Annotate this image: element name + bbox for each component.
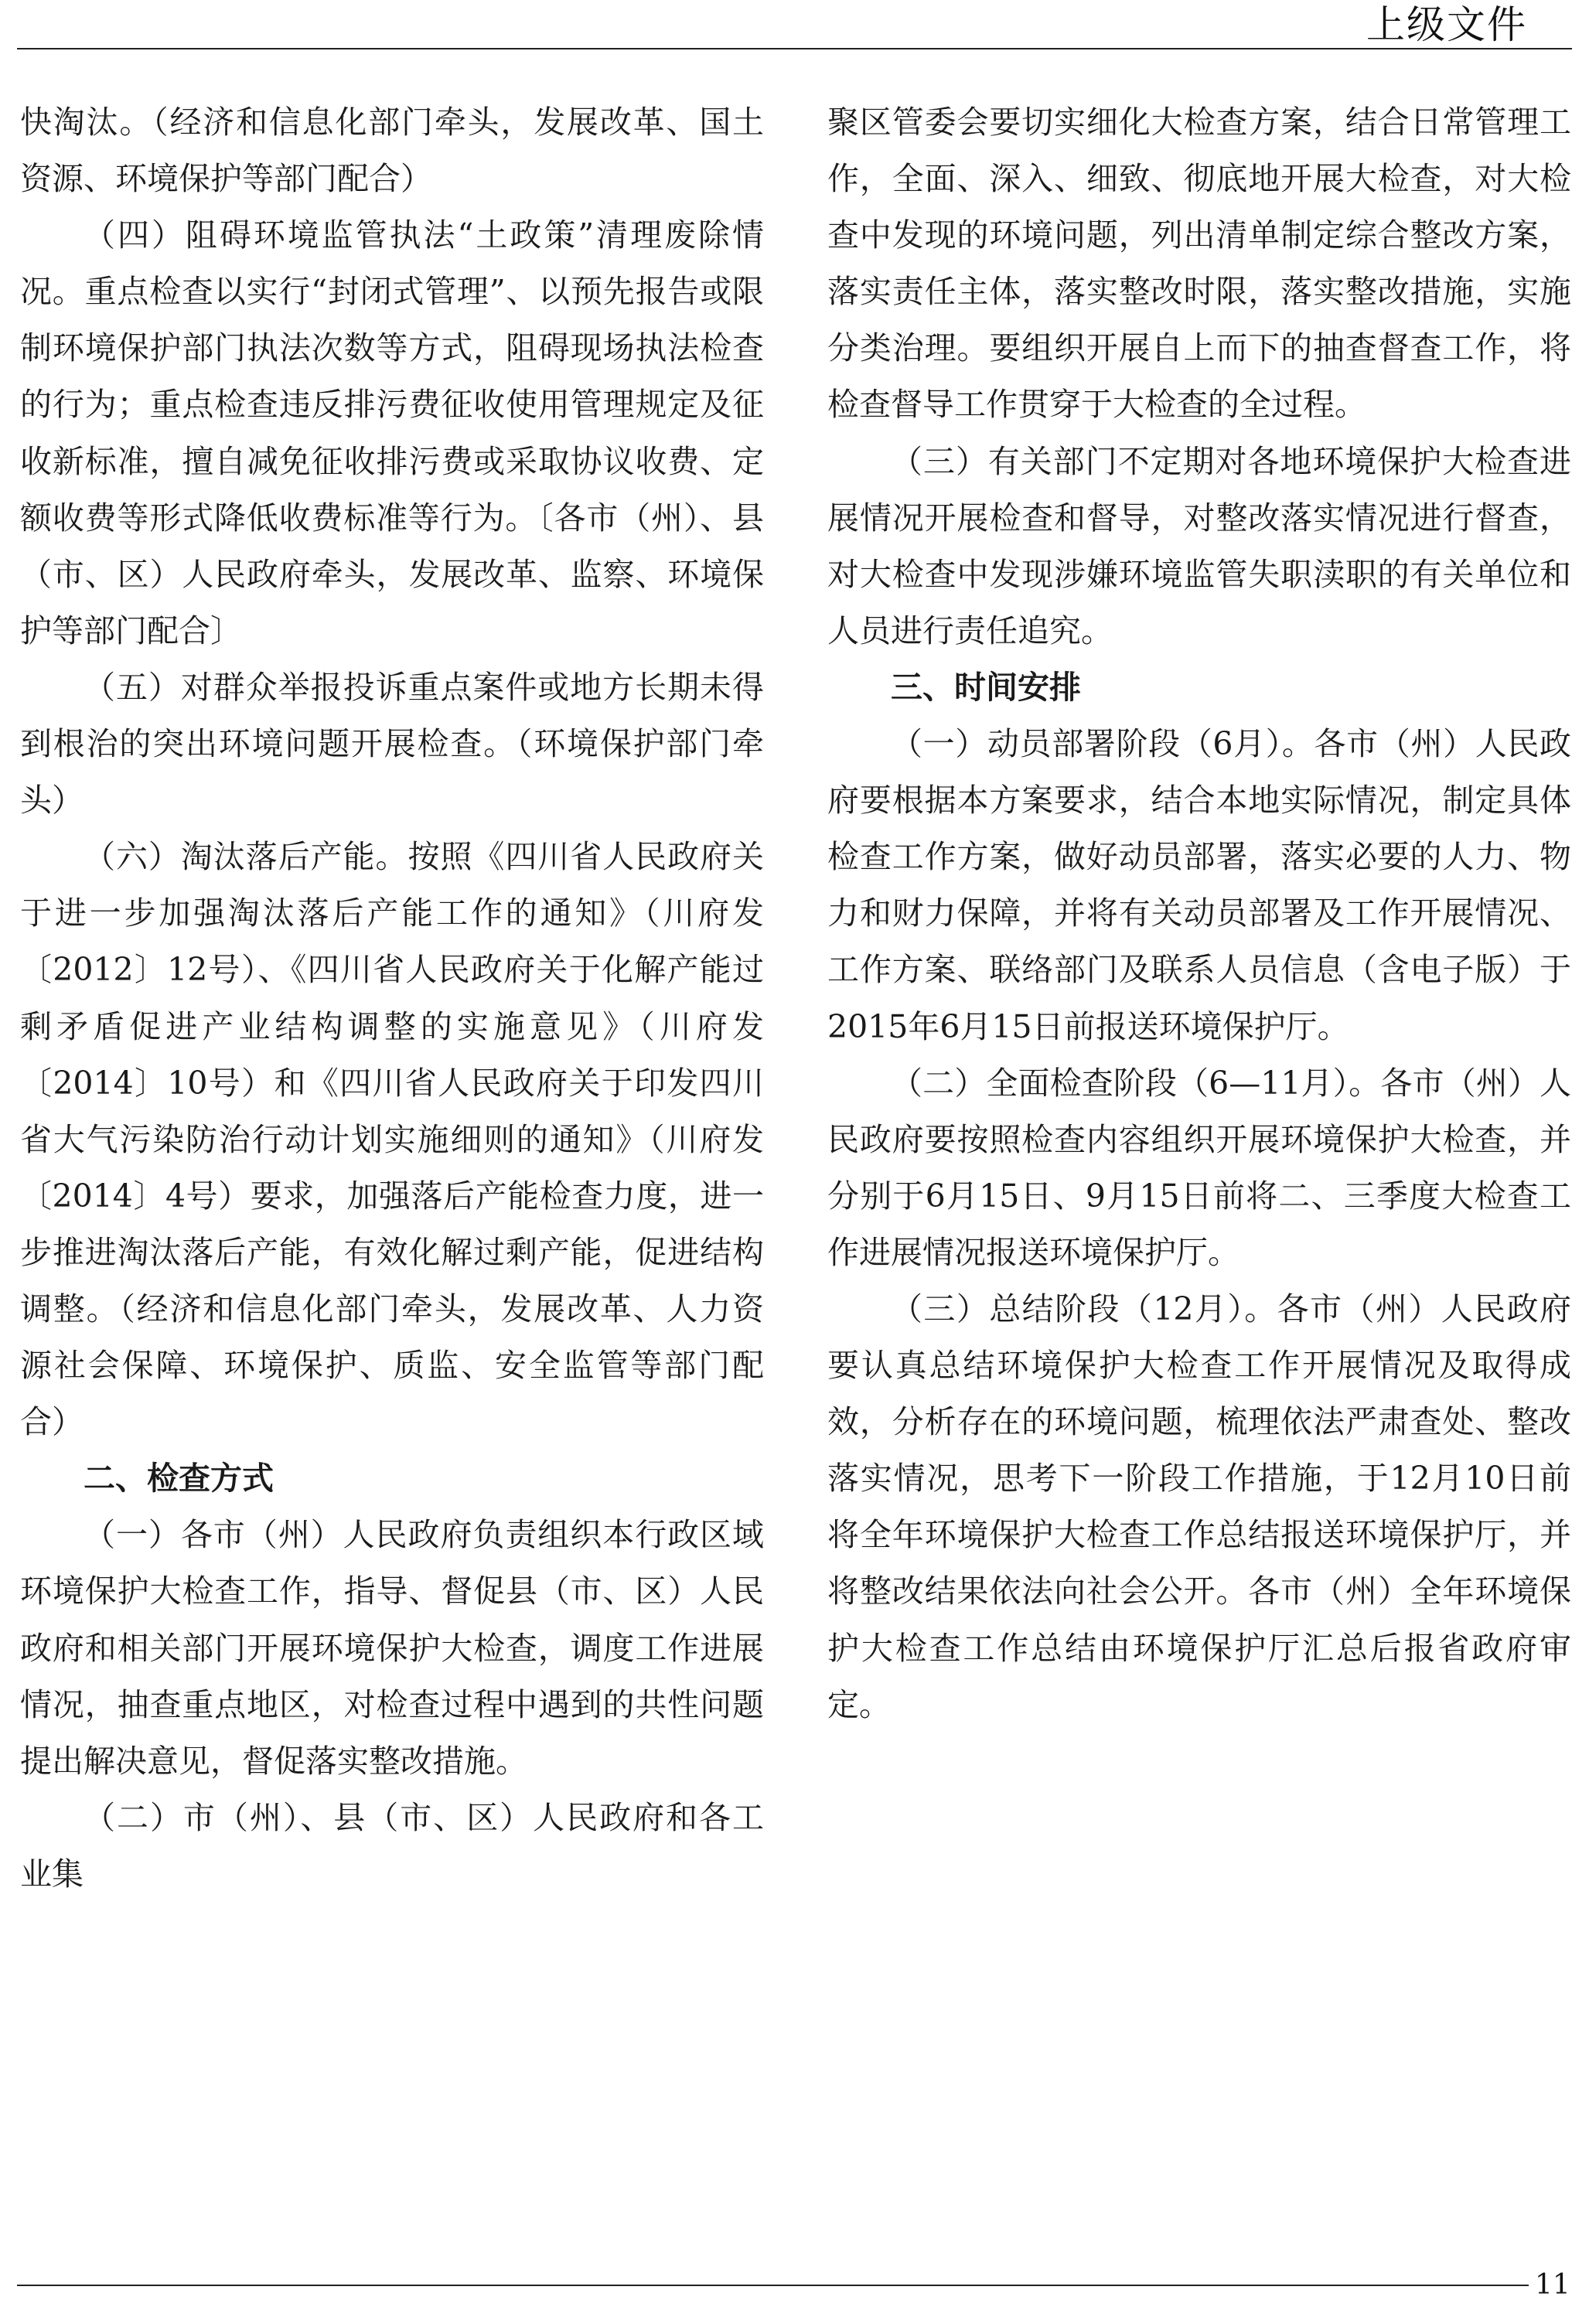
header-divider bbox=[17, 48, 1572, 49]
footer-divider bbox=[17, 2285, 1529, 2286]
paragraph: （二）市（州）、县（市、区）人民政府和各工业集 bbox=[20, 1798, 764, 1893]
paragraph: 快淘汰。（经济和信息化部门牵头，发展改革、国土资源、环境保护等部门配合） bbox=[20, 104, 764, 198]
paragraph: （五）对群众举报投诉重点案件或地方长期未得到根治的突出环境问题开展检查。（环境保护部门牵头） bbox=[20, 668, 764, 820]
paragraph: （四）阻碍环境监管执法“土政策”清理废除情况。重点检查以实行“封闭式管理”、以预先报告或限制环境保护部门执法次数等方式，阻碍现场执法检查的行为；重点检查违反排污费征收使用管理规定及征收新标准，擅自减免征收排污费或采取协议收费、定额收费等形式降低收费标准等行为。〔各市（州）、县（市、区）人民政府牵头，发展改革、监察、环境保护等部门配合〕 bbox=[20, 216, 764, 649]
section-heading: 三、时间安排 bbox=[891, 668, 1081, 706]
paragraph: 聚区管委会要切实细化大检查方案，结合日常管理工作，全面、深入、细致、彻底地开展大检查，对大检查中发现的环境问题，列出清单制定综合整改方案，落实责任主体，落实整改时限，落实整改措施，实施分类治理。要组织开展自上而下的抽查督查工作，将检查督导工作贯穿于大检查的全过程。 bbox=[827, 104, 1571, 424]
right-column bbox=[827, 94, 1571, 1733]
section-heading: 二、检查方式 bbox=[84, 1460, 274, 1498]
paragraph: （三）总结阶段（12月）。各市（州）人民政府要认真总结环境保护大检查工作开展情况及取得成效，分析存在的环境问题，梳理依法严肃查处、整改落实情况，思考下一阶段工作措施，于12月10日前将全年环境保护大检查工作总结报送环境保护厅，并将整改结果依法向社会公开。各市（州）全年环境保护大检查工作总结由环境保护厅汇总后报省政府审定。 bbox=[827, 1290, 1571, 1723]
page-number: 11 bbox=[1535, 2269, 1570, 2301]
paragraph: （六）淘汰落后产能。按照《四川省人民政府关于进一步加强淘汰落后产能工作的通知》（川府发〔2012〕12号）、《四川省人民政府关于化解产能过剩矛盾促进产业结构调整的实施意见》（川府发〔2014〕10号）和《四川省人民政府关于印发四川省大气污染防治行动计划实施细则的通知》（川府发〔2014〕4号）要求，加强落后产能检查力度，进一步推进淘汰落后产能，有效化解过剩产能，促进结构调整。（经济和信息化部门牵头，发展改革、人力资源社会保障、环境保护、质监、安全监管等部门配合） bbox=[20, 838, 764, 1441]
paragraph: （一）动员部署阶段（6月）。各市（州）人民政府要根据本方案要求，结合本地实际情况，制定具体检查工作方案，做好动员部署，落实必要的人力、物力和财力保障，并将有关动员部署及工作开展情况、工作方案、联络部门及联系人员信息（含电子版）于2015年6月15日前报送环境保护厅。 bbox=[827, 725, 1571, 1045]
paragraph: （一）各市（州）人民政府负责组织本行政区域环境保护大检查工作，指导、督促县（市、区）人民政府和相关部门开展环境保护大检查，调度工作进展情况，抽查重点地区，对检查过程中遇到的共性问题提出解决意见，督促落实整改措施。 bbox=[20, 1516, 764, 1780]
left-column bbox=[20, 94, 764, 1903]
paragraph: （二）全面检查阶段（6—11月）。各市（州）人民政府要按照检查内容组织开展环境保护大检查，并分别于6月15日、9月15日前将二、三季度大检查工作进展情况报送环境保护厅。 bbox=[827, 1064, 1571, 1271]
paragraph: （三）有关部门不定期对各地环境保护大检查进展情况开展检查和督导，对整改落实情况进行督查，对大检查中发现涉嫌环境监管失职渎职的有关单位和人员进行责任追究。 bbox=[827, 442, 1571, 649]
section-title: 上级文件 bbox=[1366, 2, 1527, 47]
